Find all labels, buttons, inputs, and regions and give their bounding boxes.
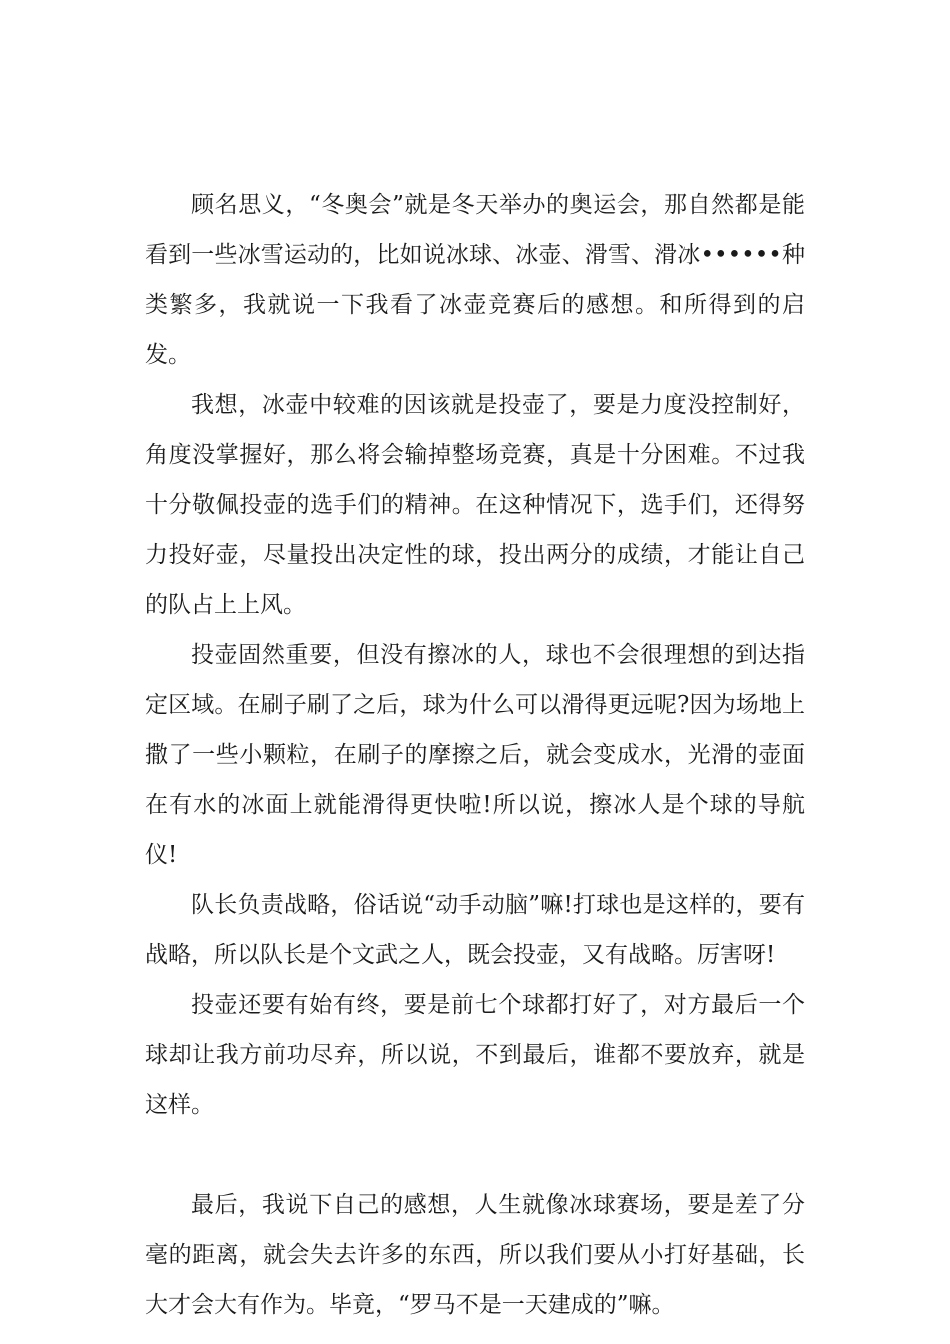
- paragraph-3: 投壶固然重要，但没有擦冰的人，球也不会很理想的到达指定区域。在刷子刷了之后，球为什么可以滑得更远呢?因为场地上撒了一些小颗粒，在刷子的摩擦之后，就会变成水，光滑的壶面在有水的冰面上就能滑得更快啦!所以说，擦冰人是个球的导航仪!: [145, 642, 805, 868]
- paragraph-5: 投壶还要有始有终，要是前七个球都打好了，对方最后一个球却让我方前功尽弃，所以说，不到最后，谁都不要放弃，就是这样。: [145, 992, 805, 1118]
- paragraph-spacer: [145, 1130, 805, 1180]
- document-body: [145, 180, 805, 1330]
- paragraph-2: 我想，冰壶中较难的因该就是投壶了，要是力度没控制好，角度没掌握好，那么将会输掉整场竞赛，真是十分困难。不过我十分敬佩投壶的选手们的精神。在这种情况下，选手们，还得努力投好壶，尽量投出决定性的球，投出两分的成绩，才能让自己的队占上上风。: [145, 392, 805, 618]
- paragraph-4: 队长负责战略，俗话说“动手动脑”嘛!打球也是这样的，要有战略，所以队长是个文武之人，既会投壶，又有战略。厉害呀!: [145, 892, 805, 968]
- paragraph-1: 顾名思义，“冬奥会”就是冬天举办的奥运会，那自然都是能看到一些冰雪运动的，比如说冰球、冰壶、滑雪、滑冰••••••种类繁多，我就说一下我看了冰壶竞赛后的感想。和所得到的启发。: [145, 192, 805, 368]
- paragraph-6: 最后，我说下自己的感想，人生就像冰球赛场，要是差了分毫的距离，就会失去许多的东西，所以我们要从小打好基础，长大才会大有作为。毕竟，“罗马不是一天建成的”嘛。: [145, 1192, 805, 1318]
